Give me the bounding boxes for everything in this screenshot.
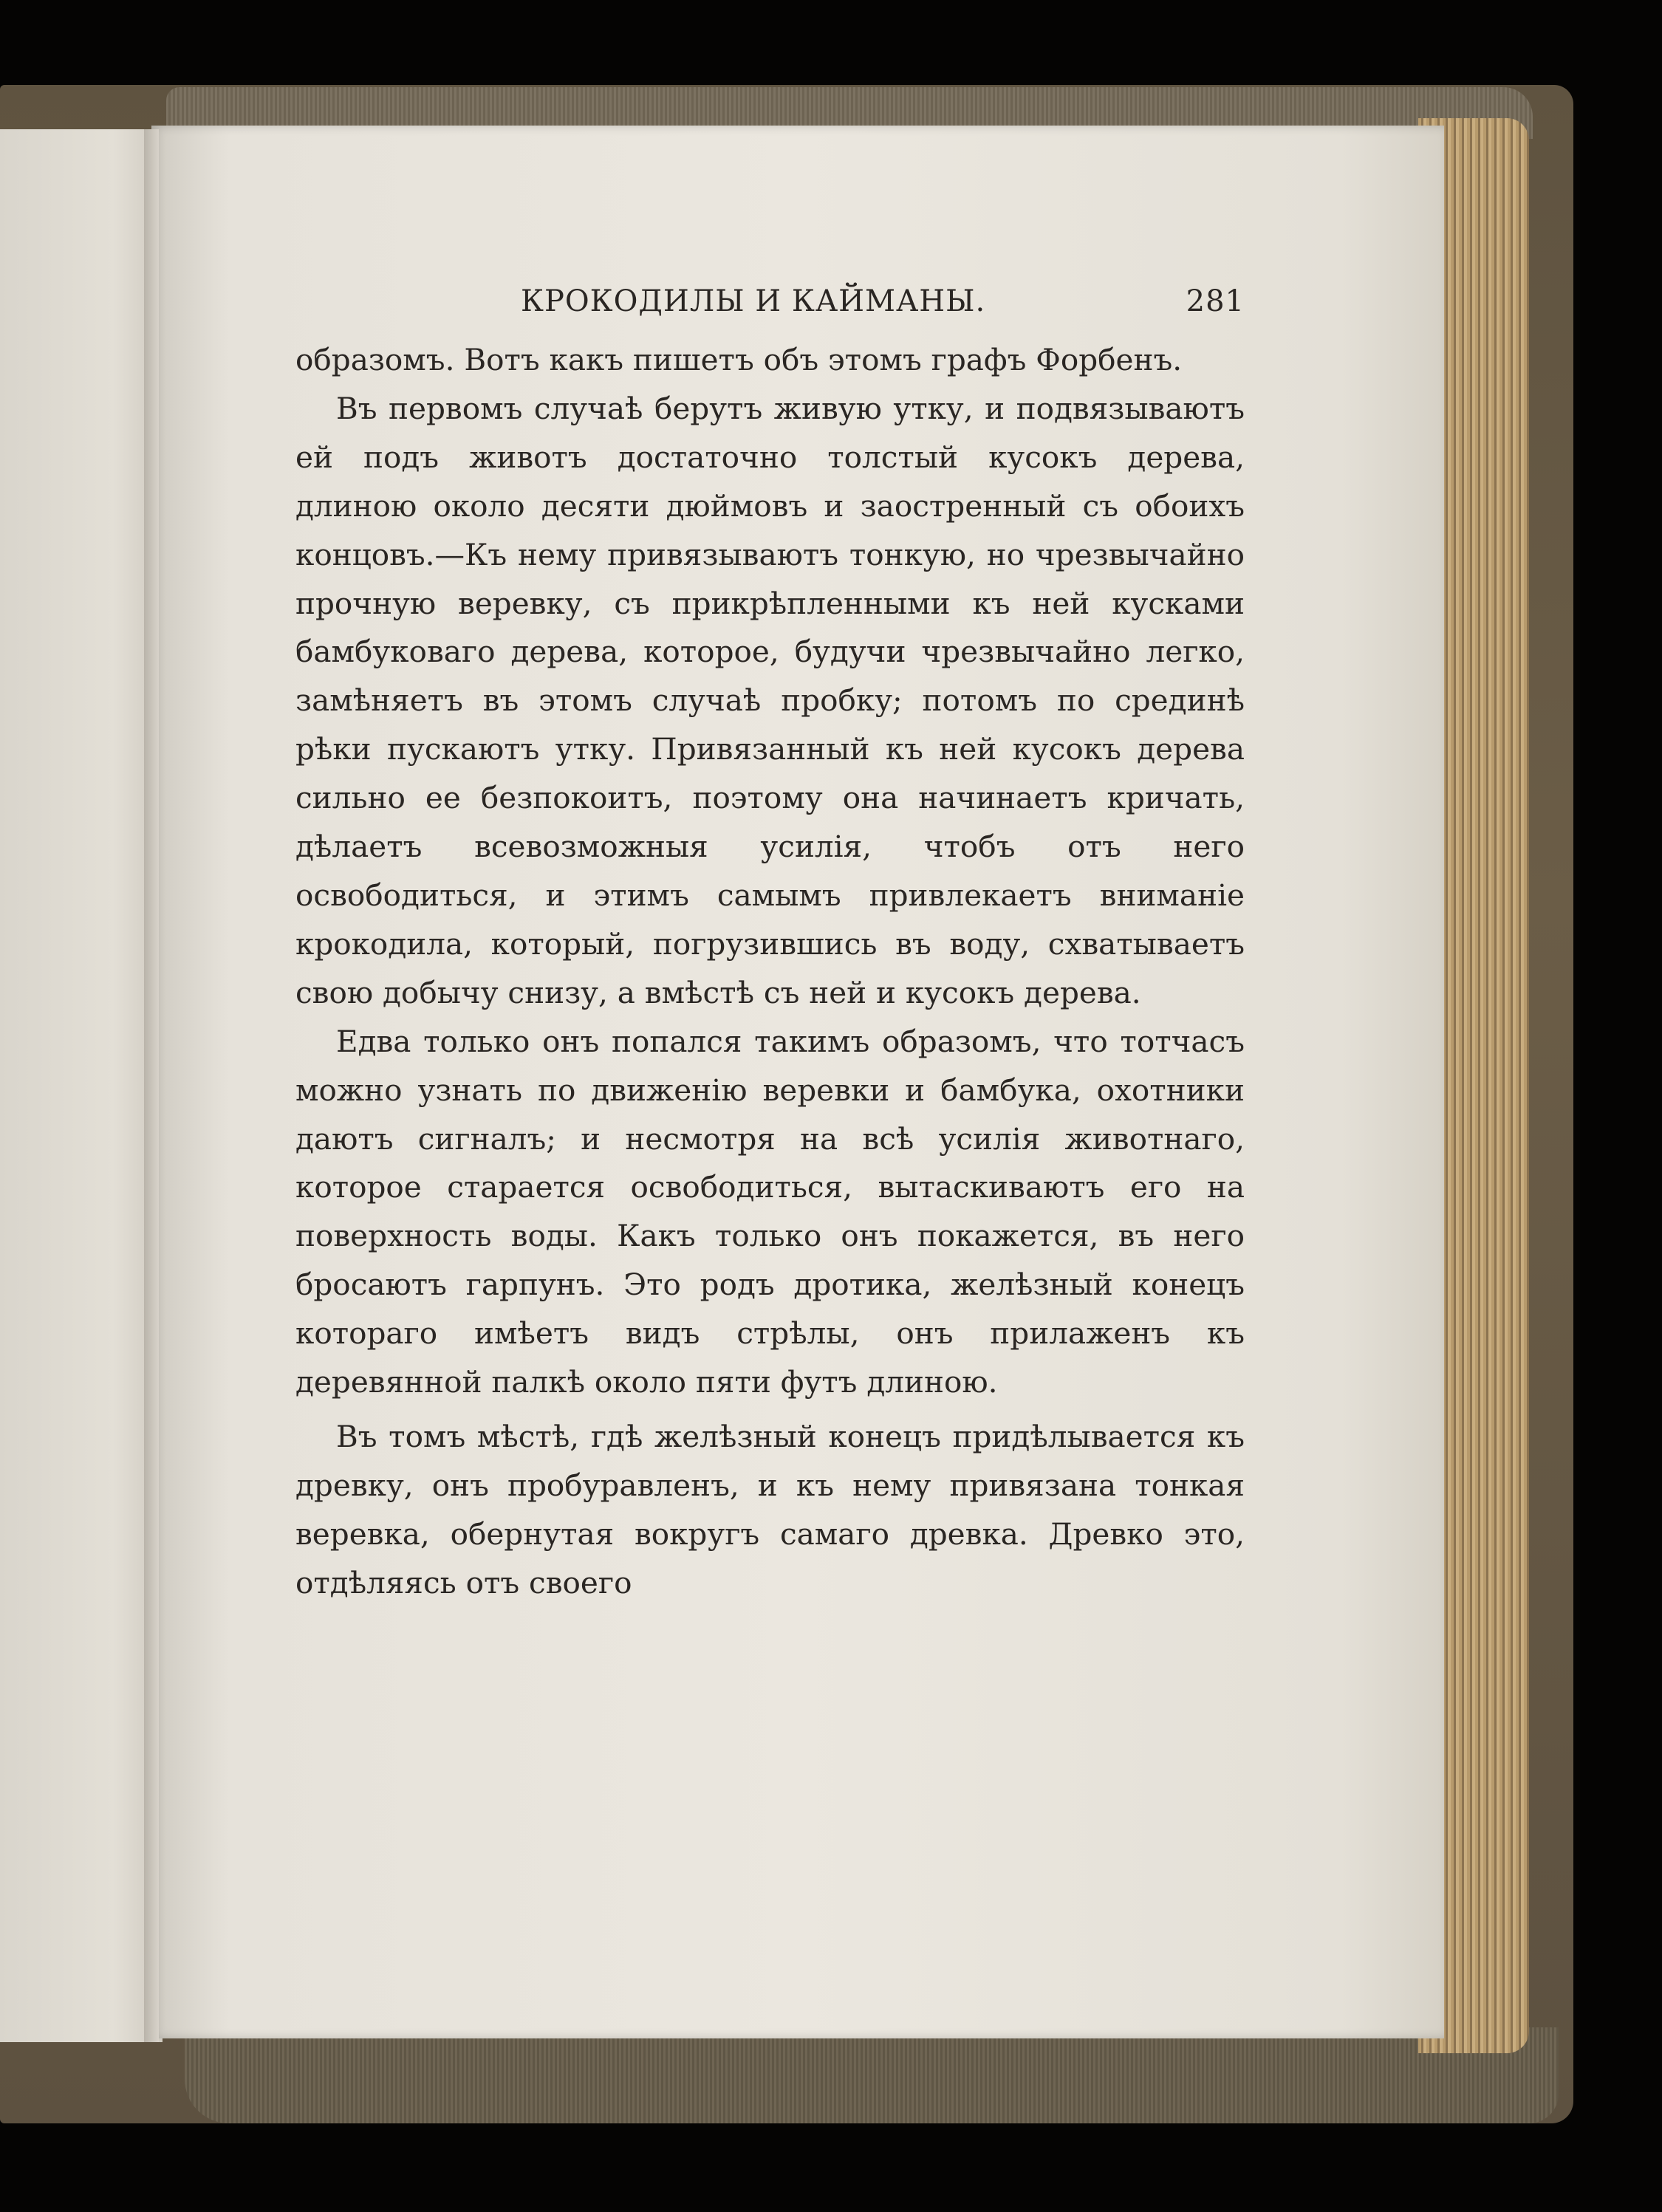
cover-cloth-bottom [185, 2027, 1559, 2123]
paragraph-duck-bait: Въ первомъ случаѣ берутъ живую утку, и подвязываютъ ей подъ животъ достаточно толстый кусокъ дерева, длиною около десяти дюймовъ и заостренный съ обоихъ концовъ.—Къ нему привязываютъ тонкую, но чрезвычайно прочную веревку, съ прикрѣпленными къ ней кусками бамбуковаго дерева, которое, будучи чрезвычайно легко, замѣняетъ въ этомъ случаѣ пробку; потомъ по срединѣ рѣки пускаютъ утку. Привязанный къ ней кусокъ дерева сильно ее безпокоитъ, поэтому она начинаетъ кричать, дѣлаетъ всевозможныя усилія, чтобъ отъ него освободиться, и этимъ самымъ привлекаетъ вниманіе крокодила, который, погрузившись въ воду, схватываетъ свою добычу снизу, а вмѣстѣ съ ней и кусокъ дерева. [295, 390, 1245, 1010]
book-gutter [144, 129, 159, 2042]
paragraph-harpoon: Едва только онъ попался такимъ образомъ, что тотчасъ можно узнать по движенію веревки и бамбука, охотники даютъ сигналъ; и несмотря на всѣ усилія животнаго, которое старается освободиться, вытаскиваютъ его на поверхность воды. Какъ только онъ покажется, въ него бросаютъ гарпунъ. Это родъ дротика, желѣзный конецъ котораго имѣетъ видъ стрѣлы, онъ прилаженъ къ деревянной палкѣ около пяти футъ длиною. [295, 1023, 1245, 1400]
running-head [295, 284, 1245, 336]
paragraph-shaft: Въ томъ мѣстѣ, гдѣ желѣзный конецъ придѣлывается къ древку, онъ пробуравленъ, и къ нему привязана тонкая веревка, обернутая вокругъ самаго древка. Древко это, отдѣляясь отъ своего [295, 1418, 1245, 1600]
paragraph-continued: образомъ. Вотъ какъ пишетъ объ этомъ графъ Форбенъ. [295, 342, 1183, 377]
running-title: КРОКОДИЛЫ И КАЙМАНЫ. [521, 284, 986, 318]
left-page [0, 129, 163, 2042]
page-number: 281 [1186, 284, 1245, 318]
page-content [295, 284, 1245, 1608]
body-text [295, 336, 1245, 1608]
